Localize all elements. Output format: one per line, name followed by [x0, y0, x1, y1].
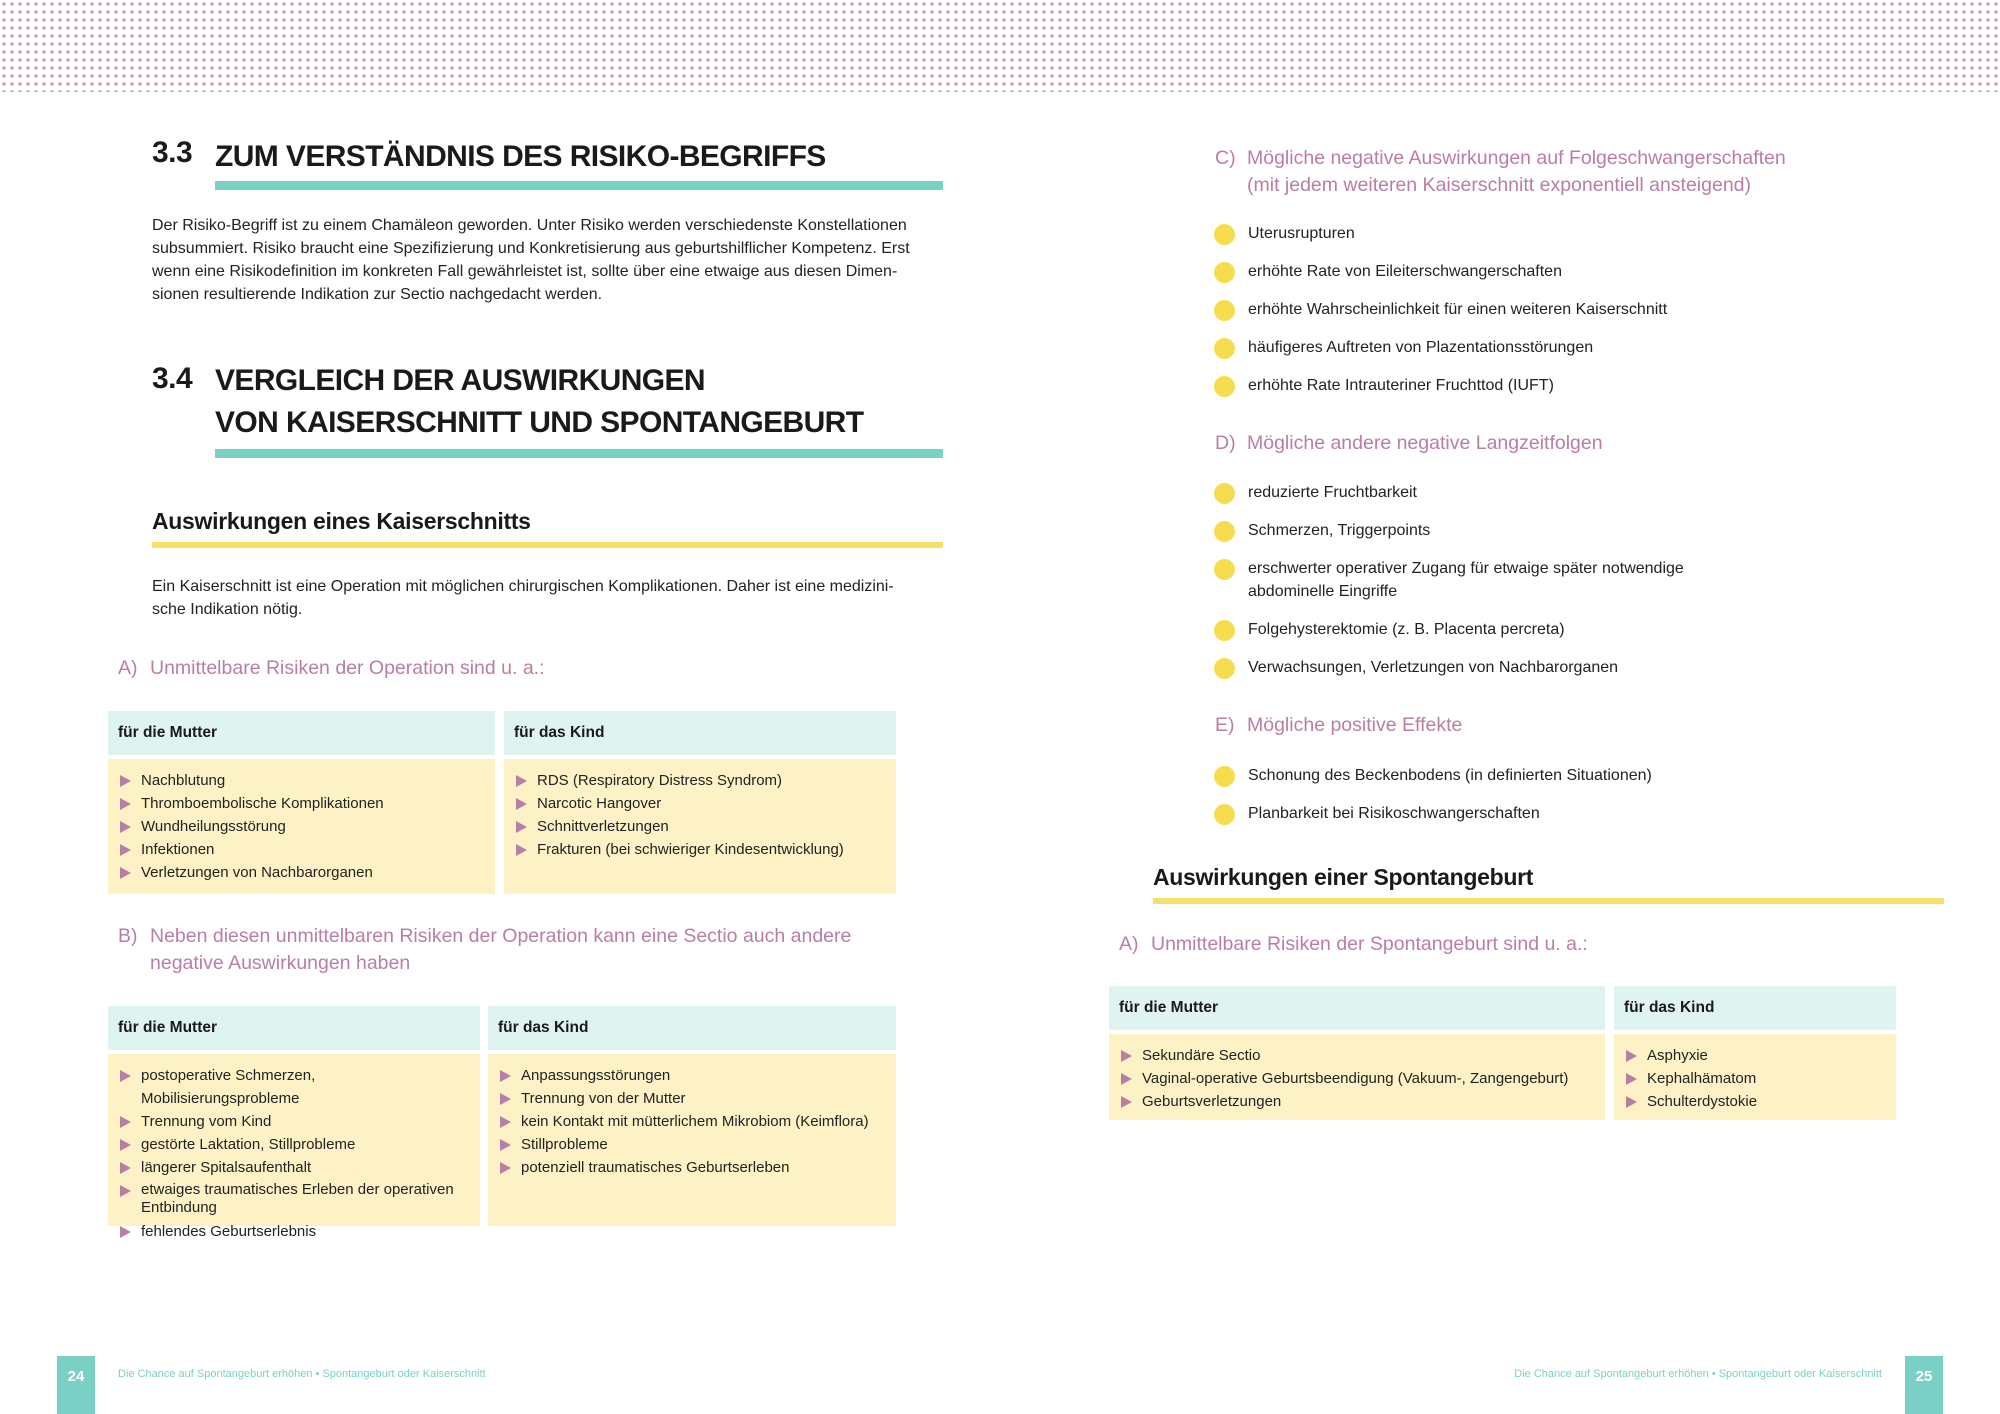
yellow-dot-icon [1214, 804, 1235, 825]
item-text: Planbarkeit bei Risikoschwangerschaften [1248, 805, 1540, 822]
item-text: gestörte Laktation, Stillprobleme [141, 1136, 356, 1153]
item-text: Anpassungsstörungen [521, 1067, 671, 1084]
triangle-bullet-icon [500, 1162, 511, 1174]
section-title-line2: VON KAISERSCHNITT UND SPONTANGEBURT [215, 406, 864, 439]
list-letter: C) [1215, 147, 1236, 169]
table-header: für die Mutter [108, 1006, 480, 1050]
text-line: sche Indikation nötig. [152, 601, 303, 618]
section-title: ZUM VERSTÄNDNIS DES RISIKO-BEGRIFFS [215, 140, 826, 173]
triangle-bullet-icon [120, 775, 131, 787]
table-header: für das Kind [488, 1006, 896, 1050]
page-number-right: 25 [1905, 1356, 1943, 1414]
triangle-bullet-icon [120, 1116, 131, 1128]
text-line: Ein Kaiserschnitt ist eine Operation mit möglichen chirurgischen Komplikationen. Daher ist eine medizini- [152, 578, 894, 595]
triangle-bullet-icon [120, 867, 131, 879]
list-item [498, 1133, 886, 1156]
list-item [1624, 1090, 1886, 1113]
item-text: erhöhte Rate von Eileiterschwangerschaften [1248, 263, 1562, 280]
item-text: Vaginal-operative Geburtsbeendigung (Vakuum-, Zangengeburt) [1142, 1070, 1569, 1087]
triangle-bullet-icon [1121, 1050, 1132, 1062]
item-text: Schmerzen, Triggerpoints [1248, 522, 1431, 539]
item-text: Verwachsungen, Verletzungen von Nachbarorganen [1248, 659, 1619, 676]
item-text: postoperative Schmerzen, Mobilisierungsprobleme [141, 1067, 316, 1107]
triangle-bullet-icon [1626, 1096, 1637, 1108]
item-text: fehlendes Geburtserlebnis [141, 1223, 317, 1240]
yellow-dot-icon [1214, 300, 1235, 321]
list-e [1214, 764, 1754, 840]
item-text: reduzierte Fruchtbarkeit [1248, 484, 1417, 501]
table-body [504, 759, 896, 894]
item-text: Infektionen [141, 841, 215, 858]
triangle-bullet-icon [1121, 1073, 1132, 1085]
section-number: 3.3 [152, 136, 193, 169]
heading-line: negative Auswirkungen haben [150, 952, 411, 974]
yellow-dot-icon [1214, 521, 1235, 542]
heading-underline [215, 181, 943, 190]
list-item [118, 769, 485, 792]
list-item [498, 1110, 886, 1133]
item-text: Schulterdystokie [1647, 1093, 1758, 1110]
table-header: für das Kind [504, 711, 896, 755]
list-item [498, 1087, 886, 1110]
table-a-child-column [504, 711, 896, 894]
triangle-bullet-icon [1121, 1096, 1132, 1108]
list-item [1214, 222, 1754, 245]
footer-text-left: Die Chance auf Spontangeburt erhöhen • Spontangeburt oder Kaiserschnitt [118, 1368, 486, 1380]
triangle-bullet-icon [120, 821, 131, 833]
list-heading-spontan-a [1119, 931, 1588, 958]
item-text: häufigeres Auftreten von Plazentationsstörungen [1248, 339, 1594, 356]
list-item [514, 769, 886, 792]
triangle-bullet-icon [500, 1093, 511, 1105]
list-item [498, 1156, 886, 1179]
page-number-left: 24 [57, 1356, 95, 1414]
table-body [1614, 1034, 1896, 1120]
item-text: Trennung von der Mutter [521, 1090, 686, 1107]
list-item [1214, 298, 1754, 321]
list-item [118, 1179, 470, 1220]
list-item [1119, 1090, 1595, 1113]
section-number: 3.4 [152, 362, 193, 395]
list-item [1214, 557, 1694, 603]
list-item [1214, 656, 1694, 679]
list-heading-text: Unmittelbare Risiken der Spontangeburt sind u. a.: [1151, 933, 1588, 955]
yellow-dot-icon [1214, 376, 1235, 397]
footer-text-right: Die Chance auf Spontangeburt erhöhen • Spontangeburt oder Kaiserschnitt [1514, 1368, 1882, 1380]
triangle-bullet-icon [500, 1116, 511, 1128]
subheading-underline [1153, 898, 1944, 904]
triangle-bullet-icon [516, 798, 527, 810]
heading-underline [215, 449, 943, 458]
table-s-child-column [1614, 986, 1896, 1120]
item-text: längerer Spitalsaufenthalt [141, 1159, 312, 1176]
table-s-mother-column [1109, 986, 1605, 1120]
list-item [1119, 1067, 1595, 1090]
text-line: Der Risiko-Begriff ist zu einem Chamäleon geworden. Unter Risiko werden verschiedenste Konstellationen [152, 217, 907, 234]
text-line: wenn eine Risikodefinition im konkreten Fall gewährleistet ist, sollte über eine etwaige aus diesen Dimen- [152, 263, 898, 280]
list-item [1214, 618, 1694, 641]
list-item [118, 1110, 470, 1133]
list-item [1624, 1067, 1886, 1090]
item-text: erhöhte Rate Intrauteriner Fruchttod (IUFT) [1248, 377, 1554, 394]
yellow-dot-icon [1214, 483, 1235, 504]
triangle-bullet-icon [516, 821, 527, 833]
item-text: Uterusrupturen [1248, 225, 1355, 242]
table-b-mother-column [108, 1006, 480, 1240]
yellow-dot-icon [1214, 620, 1235, 641]
list-item [1214, 519, 1694, 542]
triangle-bullet-icon [1626, 1073, 1637, 1085]
table-header: für die Mutter [1109, 986, 1605, 1030]
item-text: Folgehysterektomie (z. B. Placenta percreta) [1248, 621, 1565, 638]
risiko-paragraph [152, 214, 912, 306]
list-item [1214, 374, 1754, 397]
list-item [118, 815, 485, 838]
triangle-bullet-icon [1626, 1050, 1637, 1062]
list-heading-a [118, 655, 545, 682]
table-a-mother-column [108, 711, 495, 894]
list-item [1624, 1044, 1886, 1067]
table-body [108, 1054, 480, 1240]
item-text: Kephalhämatom [1647, 1070, 1757, 1087]
triangle-bullet-icon [120, 798, 131, 810]
kaiserschnitt-heading: Auswirkungen eines Kaiserschnitts [152, 508, 531, 534]
list-heading-text: Mögliche positive Effekte [1247, 714, 1463, 736]
triangle-bullet-icon [500, 1139, 511, 1151]
item-text: potenziell traumatisches Geburtserleben [521, 1159, 790, 1176]
yellow-dot-icon [1214, 559, 1235, 580]
item-text: erhöhte Wahrscheinlichkeit für einen weiteren Kaiserschnitt [1248, 301, 1668, 318]
list-letter: A) [118, 657, 138, 679]
kaiserschnitt-paragraph [152, 575, 912, 621]
table-body [488, 1054, 896, 1226]
list-item [514, 838, 886, 861]
item-text: Geburtsverletzungen [1142, 1093, 1282, 1110]
list-item [118, 792, 485, 815]
list-letter: A) [1119, 933, 1139, 955]
heading-line: Mögliche negative Auswirkungen auf Folgeschwangerschaften [1247, 147, 1786, 169]
yellow-dot-icon [1214, 262, 1235, 283]
triangle-bullet-icon [120, 1070, 131, 1082]
item-text: Verletzungen von Nachbarorganen [141, 864, 373, 881]
item-text: kein Kontakt mit mütterlichem Mikrobiom (Keimflora) [521, 1113, 869, 1130]
table-body [1109, 1034, 1605, 1120]
list-item [1214, 481, 1694, 504]
item-text: Nachblutung [141, 772, 226, 789]
spontangeburt-heading: Auswirkungen einer Spontangeburt [1153, 864, 1534, 890]
list-heading-c [1215, 145, 1786, 199]
item-text: Stillprobleme [521, 1136, 608, 1153]
item-text: Schnittverletzungen [537, 818, 669, 835]
triangle-bullet-icon [500, 1070, 511, 1082]
yellow-dot-icon [1214, 224, 1235, 245]
list-item [1214, 802, 1754, 825]
list-item [514, 815, 886, 838]
item-text: erschwerter operativer Zugang für etwaige später notwendige abdominelle Eingriffe [1248, 560, 1684, 600]
table-body [108, 759, 495, 894]
list-letter: D) [1215, 432, 1236, 454]
yellow-dot-icon [1214, 658, 1235, 679]
list-item [118, 1156, 470, 1179]
list-item [1214, 336, 1754, 359]
list-heading-text [150, 923, 851, 977]
section-title-line1: VERGLEICH DER AUSWIRKUNGEN [215, 364, 705, 397]
list-item [118, 1133, 470, 1156]
subheading-underline [152, 542, 943, 548]
list-heading-text: Unmittelbare Risiken der Operation sind u. a.: [150, 657, 545, 679]
item-text: RDS (Respiratory Distress Syndrom) [537, 772, 783, 789]
item-text: Asphyxie [1647, 1047, 1708, 1064]
list-item [118, 838, 485, 861]
item-text: Trennung vom Kind [141, 1113, 272, 1130]
yellow-dot-icon [1214, 338, 1235, 359]
item-text: Sekundäre Sectio [1142, 1047, 1261, 1064]
text-line: sionen resultierende Indikation zur Sectio nachgedacht werden. [152, 286, 603, 303]
list-item [1214, 260, 1754, 283]
list-heading-text: Mögliche andere negative Langzeitfolgen [1247, 432, 1603, 454]
table-header: für die Mutter [108, 711, 495, 755]
heading-line: (mit jedem weiteren Kaiserschnitt exponentiell ansteigend) [1247, 174, 1752, 196]
dotted-header-pattern [0, 0, 2000, 92]
item-text: Schonung des Beckenbodens (in definierten Situationen) [1248, 767, 1652, 784]
list-item [514, 792, 886, 815]
list-item [1214, 764, 1754, 787]
item-text: Wundheilungsstörung [141, 818, 286, 835]
triangle-bullet-icon [120, 1139, 131, 1151]
item-text: Frakturen (bei schwieriger Kindesentwicklung) [537, 841, 844, 858]
list-letter: B) [118, 925, 138, 947]
item-text: Narcotic Hangover [537, 795, 662, 812]
list-letter: E) [1215, 714, 1235, 736]
triangle-bullet-icon [120, 1226, 131, 1238]
triangle-bullet-icon [120, 1162, 131, 1174]
list-heading-d [1215, 430, 1603, 457]
list-heading-e [1215, 712, 1462, 739]
list-heading-b [118, 923, 851, 977]
item-text: etwaiges traumatisches Erleben der operativen Entbindung [141, 1181, 454, 1216]
list-c [1214, 222, 1754, 412]
item-text: Thromboembolische Komplikationen [141, 795, 384, 812]
list-item [118, 1064, 470, 1110]
list-item [118, 861, 485, 884]
list-item [1119, 1044, 1595, 1067]
triangle-bullet-icon [516, 844, 527, 856]
heading-line: Neben diesen unmittelbaren Risiken der Operation kann eine Sectio auch andere [150, 925, 852, 947]
triangle-bullet-icon [120, 844, 131, 856]
text-line: subsummiert. Risiko braucht eine Spezifizierung und Konkretisierung aus geburtshilflicher Kompetenz. Erst [152, 240, 910, 257]
triangle-bullet-icon [516, 775, 527, 787]
triangle-bullet-icon [120, 1185, 131, 1197]
list-d [1214, 481, 1694, 694]
yellow-dot-icon [1214, 766, 1235, 787]
table-b-child-column [488, 1006, 896, 1226]
list-item [498, 1064, 886, 1087]
list-heading-text [1247, 145, 1786, 199]
list-item [118, 1220, 470, 1243]
table-header: für das Kind [1614, 986, 1896, 1030]
